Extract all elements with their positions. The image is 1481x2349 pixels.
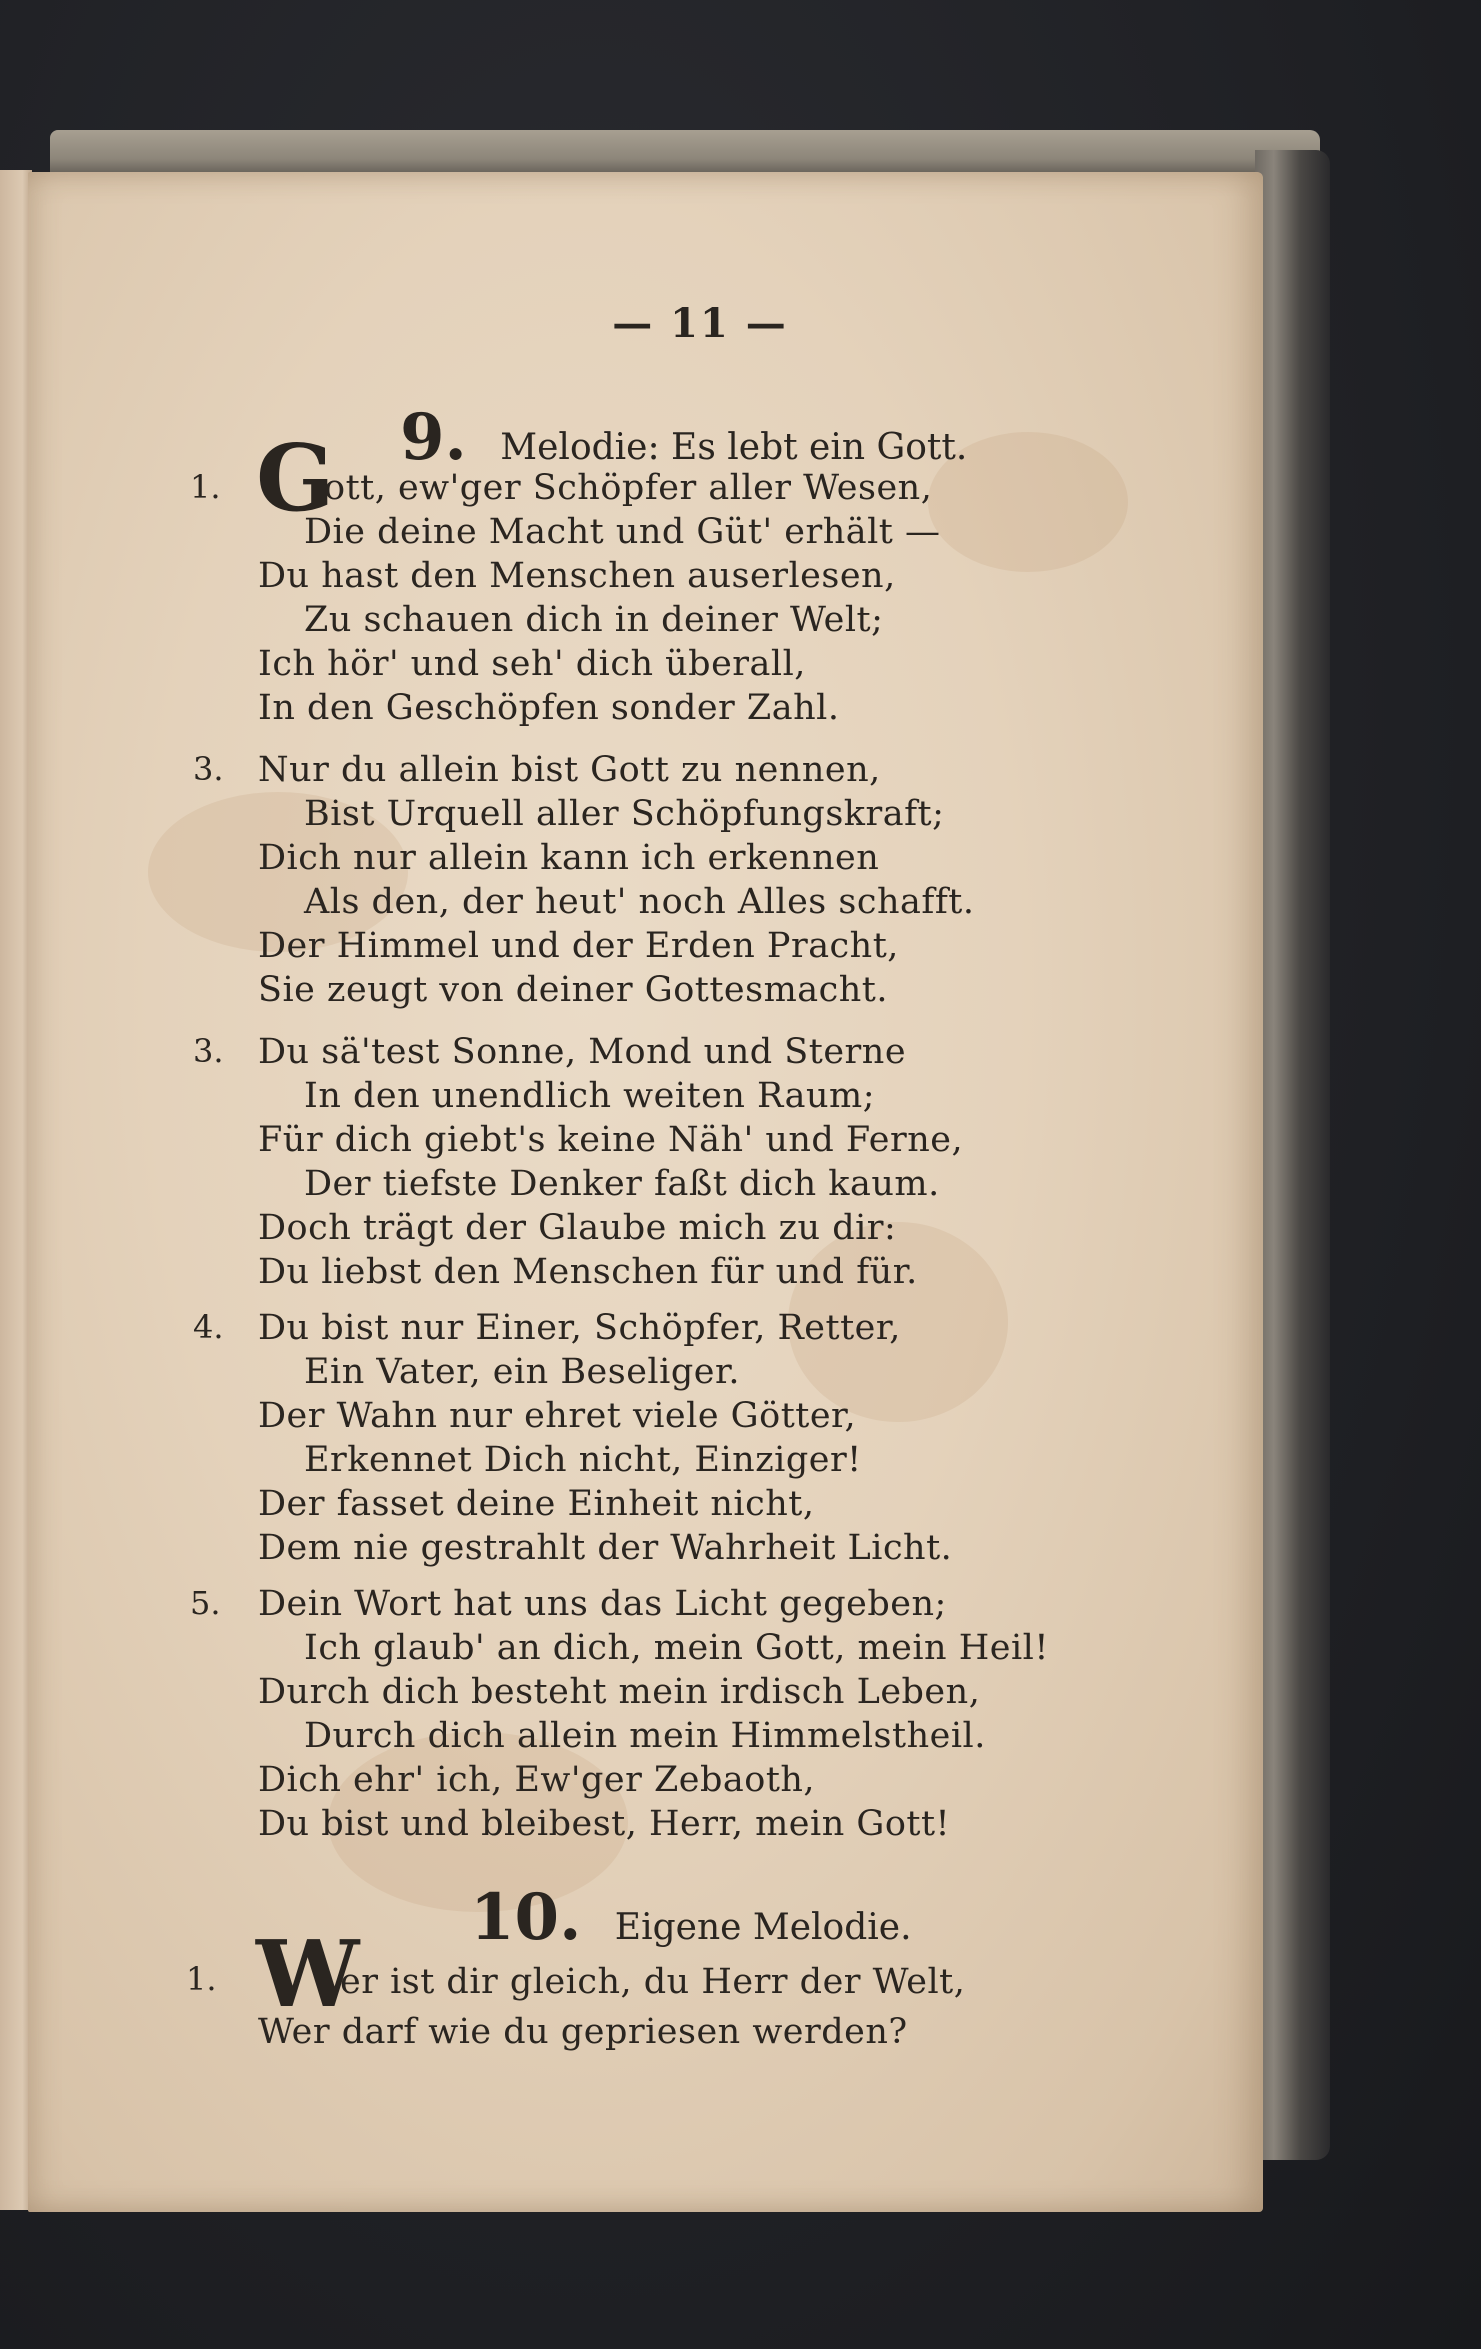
verse-line: Du sä'test Sonne, Mond und Sterne xyxy=(258,1032,907,1072)
verse-line: In den unendlich weiten Raum; xyxy=(304,1076,876,1116)
verse-line: Ich hör' und seh' dich überall, xyxy=(258,644,806,684)
verse-number: 4. xyxy=(193,1308,224,1346)
verse-line: Du hast den Menschen auserlesen, xyxy=(258,556,896,596)
verse-line: In den Geschöpfen sonder Zahl. xyxy=(258,688,840,728)
verse-line: Der tiefste Denker faßt dich kaum. xyxy=(304,1164,940,1204)
hymn-header xyxy=(400,400,967,475)
verse-line: er ist dir gleich, du Herr der Welt, xyxy=(340,1962,966,2002)
verse-line: Als den, der heut' noch Alles schafft. xyxy=(304,882,975,922)
hymn-header xyxy=(470,1880,912,1955)
verse-line: Doch trägt der Glaube mich zu dir: xyxy=(258,1208,897,1248)
verse-number: 5. xyxy=(190,1584,221,1622)
verse-line: Sie zeugt von deiner Gottesmacht. xyxy=(258,970,888,1010)
verse-line: Zu schauen dich in deiner Welt; xyxy=(304,600,884,640)
verse-line: Bist Urquell aller Schöpfungskraft; xyxy=(304,794,945,834)
verse-line: Durch dich allein mein Himmelstheil. xyxy=(304,1716,986,1756)
verse-line: Durch dich besteht mein irdisch Leben, xyxy=(258,1672,981,1712)
hymn-melody: Melodie: Es lebt ein Gott. xyxy=(500,427,968,468)
verse-line: Nur du allein bist Gott zu nennen, xyxy=(258,750,881,790)
verse-line: Dich nur allein kann ich erkennen xyxy=(258,838,880,878)
verse-line: Ich glaub' an dich, mein Gott, mein Heil! xyxy=(304,1628,1049,1668)
drop-cap: G xyxy=(256,424,335,532)
verse-number: 3. xyxy=(193,750,224,788)
verse-line: Dich ehr' ich, Ew'ger Zebaoth, xyxy=(258,1760,816,1800)
hymn-number: 9. xyxy=(400,400,467,475)
verse-line: Ein Vater, ein Beseliger. xyxy=(304,1352,740,1392)
verse-line: Für dich giebt's keine Näh' und Ferne, xyxy=(258,1120,964,1160)
verse-line: Du bist und bleibest, Herr, mein Gott! xyxy=(258,1804,951,1844)
page-number: — 11 — xyxy=(612,300,788,347)
hymn-melody: Eigene Melodie. xyxy=(614,1907,912,1948)
verse-line: Der fasset deine Einheit nicht, xyxy=(258,1484,815,1524)
verse-line: Du liebst den Menschen für und für. xyxy=(258,1252,918,1292)
verse-line: Du bist nur Einer, Schöpfer, Retter, xyxy=(258,1308,901,1348)
drop-cap: W xyxy=(256,1920,360,2028)
verse-line: Die deine Macht und Güt' erhält — xyxy=(304,512,941,552)
verse-line: Erkennet Dich nicht, Einziger! xyxy=(304,1440,862,1480)
verse-number: 1. xyxy=(186,1960,217,1998)
verse-line: Wer darf wie du gepriesen werden? xyxy=(258,2012,908,2052)
verse-number: 1. xyxy=(190,468,221,506)
verse-line: Dem nie gestrahlt der Wahrheit Licht. xyxy=(258,1528,953,1568)
verse-line: ott, ew'ger Schöpfer aller Wesen, xyxy=(324,468,933,508)
hymn-number: 10. xyxy=(470,1880,582,1955)
verse-line: Der Himmel und der Erden Pracht, xyxy=(258,926,899,966)
verse-number: 3. xyxy=(193,1032,224,1070)
verse-line: Dein Wort hat uns das Licht gegeben; xyxy=(258,1584,947,1624)
verse-line: Der Wahn nur ehret viele Götter, xyxy=(258,1396,857,1436)
